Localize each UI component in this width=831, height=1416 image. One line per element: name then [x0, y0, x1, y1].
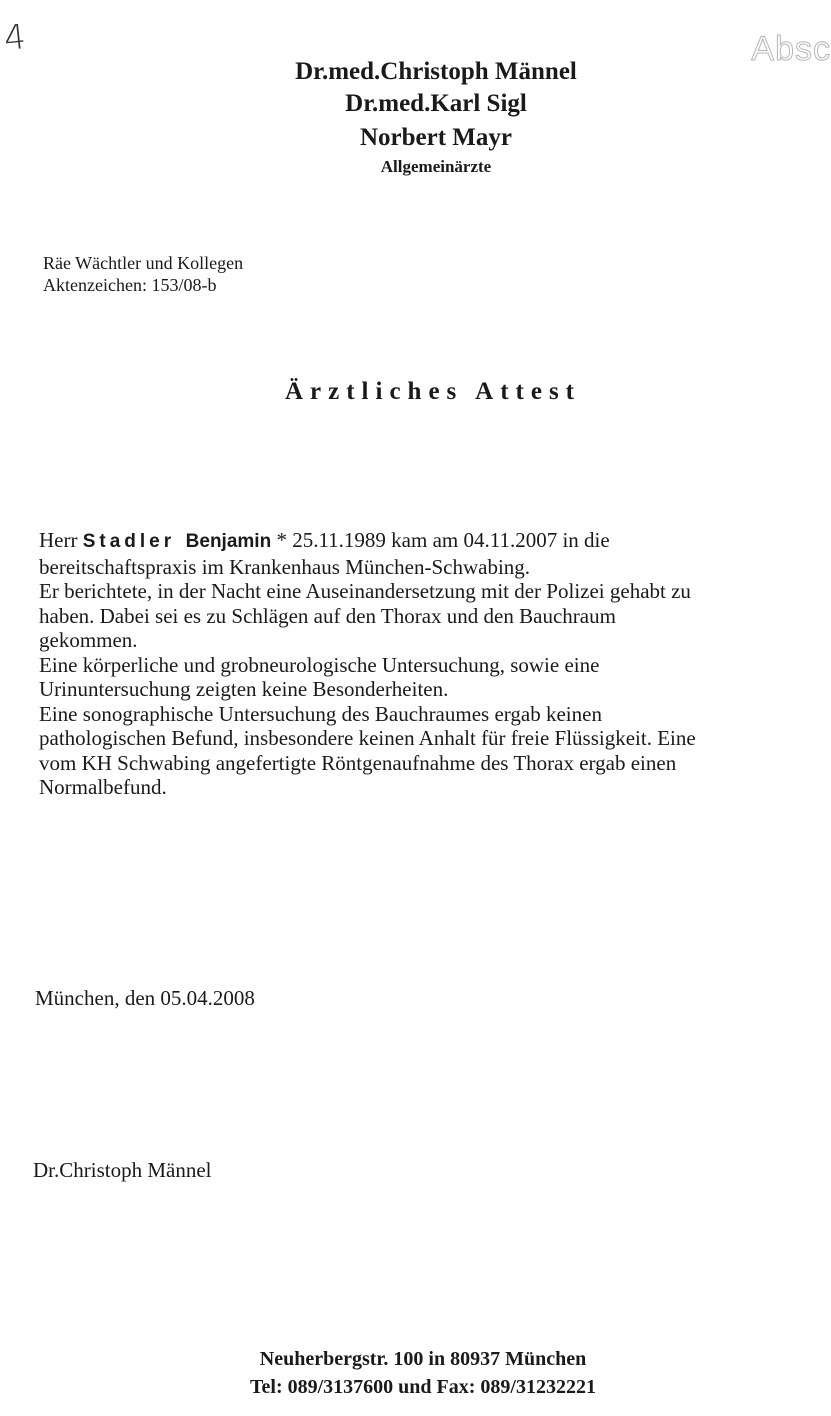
patient-first-name: Benjamin: [185, 531, 272, 552]
document-title: Ärztliches Attest: [284, 378, 581, 405]
recipient-line: Räe Wächtler und Kollegen: [43, 253, 244, 273]
patient-surname: Stadler: [82, 531, 176, 552]
body-line: pathologischen Befund, insbesondere keinen Anhalt für freie Flüssigkeit. Eine: [39, 726, 696, 750]
body-line: bereitschaftspraxis im Krankenhaus München-Schwabing.: [39, 554, 531, 579]
file-number-line: Aktenzeichen: 153/08-b: [43, 275, 217, 295]
letterhead-doctor-2: Dr.med.Karl Sigl: [345, 90, 527, 117]
body-line: vom KH Schwabing angefertigte Röntgenaufnahme des Thorax ergab einen: [39, 750, 677, 775]
body-line: Urinuntersuchung zeigten keine Besonderheiten.: [39, 677, 449, 701]
body-line: Eine körperliche und grobneurologische Untersuchung, sowie eine: [39, 652, 600, 677]
signature-name: Dr.Christoph Männel: [33, 1158, 212, 1182]
attest-body: [39, 528, 824, 800]
letterhead-doctor-3: Norbert Mayr: [359, 124, 512, 151]
body-line-intro: [39, 528, 824, 555]
footer-contact: Tel: 089/3137600 und Fax: 089/31232221: [250, 1376, 596, 1398]
body-line: Er berichtete, in der Nacht eine Auseinandersetzung mit der Polizei gehabt zu: [39, 579, 691, 603]
body-line: haben. Dabei sei es zu Schlägen auf den Thorax und den Bauchraum: [39, 603, 616, 628]
page-number-mark: 4: [1, 16, 28, 60]
body-line: Eine sonographische Untersuchung des Bauchraumes ergab keinen: [39, 701, 602, 726]
letterhead-doctor-1: Dr.med.Christoph Männel: [295, 58, 577, 85]
received-stamp: Absc: [751, 30, 831, 68]
salutation: Herr: [39, 528, 83, 552]
birth-and-visit: * 25.11.1989 kam am 04.11.2007 in die: [271, 528, 610, 552]
body-line: Normalbefund.: [39, 775, 167, 799]
footer-address: Neuherbergstr. 100 in 80937 München: [259, 1348, 587, 1370]
letterhead-specialty: Allgemeinärzte: [380, 157, 492, 176]
place-and-date: München, den 05.04.2008: [35, 986, 255, 1010]
body-line: gekommen.: [39, 628, 138, 652]
